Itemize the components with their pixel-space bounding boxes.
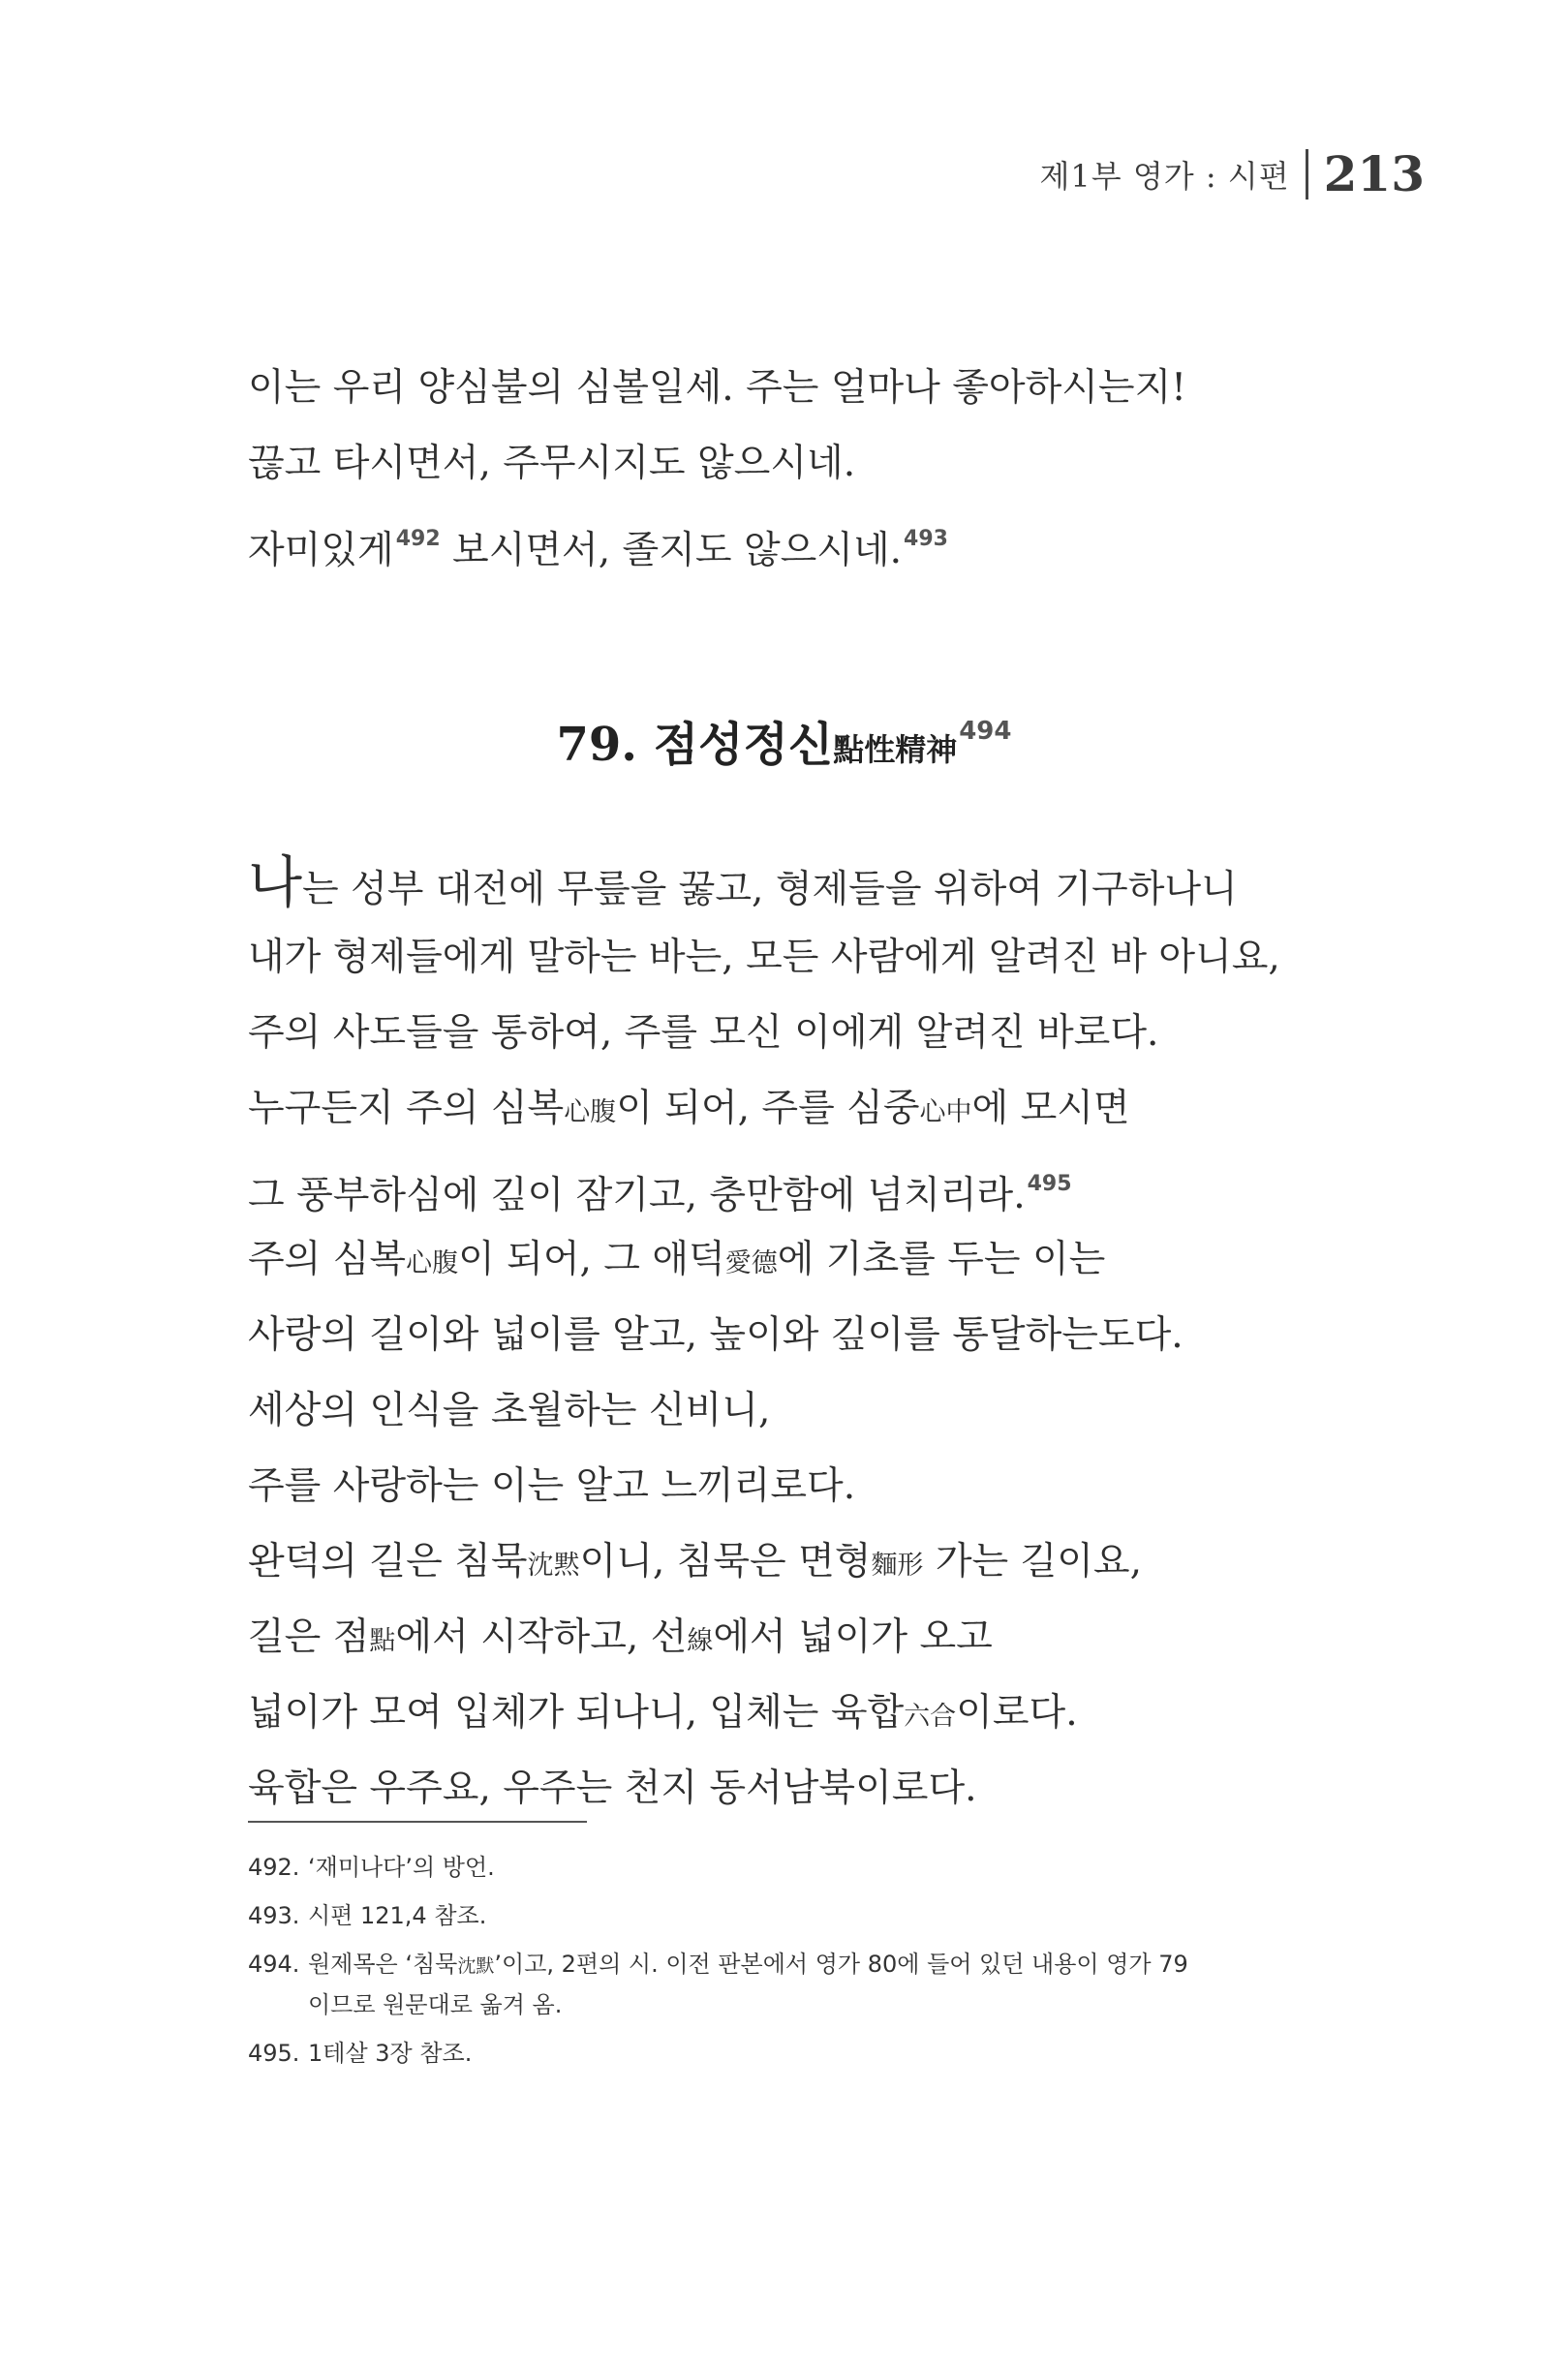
verse-line: 이는 우리 양심불의 심볼일세. 주는 얼마나 좋아하시는지! <box>248 366 1186 410</box>
verse-line <box>248 1222 1280 1298</box>
verse-line: 끊고 타시면서, 주무시지도 않으시네. <box>248 442 856 485</box>
verse-text: 자미있게 <box>248 529 394 572</box>
verse-text: 는 성부 대전에 무릎을 꿇고, 형제들을 위하여 기구하나니 <box>302 868 1238 911</box>
footnote-text: ‘재미나다’의 방언. <box>308 1854 495 1881</box>
hanja-gloss: 心腹 <box>564 1097 617 1127</box>
verse-text: 에서 넓이가 오고 <box>713 1615 993 1659</box>
verse-line: 주를 사랑하는 이는 알고 느끼리로다. <box>248 1464 856 1508</box>
verse-line <box>248 1071 1280 1147</box>
footnote-number: 493. <box>248 1902 300 1929</box>
hanja-gloss: 心中 <box>919 1097 972 1127</box>
footnote-number: 494. <box>248 1951 300 1978</box>
footnote-item <box>248 1896 1362 1935</box>
footnote-item <box>248 2034 1362 2073</box>
verse-line: 내가 형제들에게 말하는 바는, 모든 사람에게 알려진 바 아니요, <box>248 936 1280 979</box>
verse-line <box>248 1147 1280 1222</box>
section-title-hanja: 點性精神 <box>833 731 958 768</box>
verse-line: 세상의 인식을 초월하는 신비니, <box>248 1389 771 1432</box>
footnote-text-part: 원제목은 ‘침묵 <box>308 1951 458 1978</box>
footnote-ref[interactable]: 492 <box>395 527 441 551</box>
section-heading <box>0 707 1568 774</box>
hanja-gloss: 點 <box>369 1626 396 1656</box>
footnotes <box>248 1848 1362 2082</box>
verse-line <box>248 502 1186 577</box>
footnote-item <box>248 1848 1362 1887</box>
intro-verse <box>248 351 1186 577</box>
hanja-gloss: 六合 <box>904 1702 957 1732</box>
verse-text: 이 되어, 그 애덕 <box>458 1238 725 1281</box>
verse-line <box>248 1600 1280 1676</box>
verse-line <box>248 845 1280 920</box>
footnote-ref[interactable]: 493 <box>904 527 948 551</box>
verse-text: 에 기초를 두는 이는 <box>777 1238 1106 1281</box>
verse-line <box>248 1524 1280 1600</box>
footnote-text-part: 이므로 원문대로 옮겨 옴. <box>308 1991 563 2018</box>
verse-line: 주의 사도들을 통하여, 주를 모신 이에게 알려진 바로다. <box>248 1011 1159 1055</box>
footnote-ref[interactable]: 494 <box>959 717 1012 746</box>
page-number: 213 <box>1323 145 1425 202</box>
footnote-text: 1테살 3장 참조. <box>308 2040 473 2067</box>
verse-text: 완덕의 길은 침묵 <box>248 1540 528 1584</box>
verse-text: 에서 시작하고, 선 <box>395 1615 688 1659</box>
hanja-gloss: 線 <box>687 1626 714 1656</box>
running-header <box>1039 145 1425 202</box>
hanja-gloss: 沈默 <box>457 1955 495 1977</box>
footnote-divider <box>248 1821 587 1823</box>
verse-text: 주의 심복 <box>248 1238 407 1281</box>
footnote-item <box>248 1945 1362 2024</box>
verse-text: 길은 점 <box>248 1615 370 1659</box>
verse-text: 그 풍부하심에 깊이 잠기고, 충만함에 넘치리라. <box>248 1174 1026 1217</box>
hanja-gloss: 心腹 <box>406 1248 459 1278</box>
verse-text: 가는 길이요, <box>923 1540 1142 1584</box>
poem-body <box>248 845 1280 1827</box>
verse-text: 누구든지 주의 심복 <box>248 1087 565 1130</box>
footnote-text-part: ’이고, 2편의 시. 이전 판본에서 영가 80에 들어 있던 내용이 영가 79 <box>494 1951 1188 1978</box>
verse-text: 이니, 침묵은 면형 <box>579 1540 872 1584</box>
hanja-gloss: 沈黙 <box>527 1551 580 1581</box>
hanja-gloss: 愛德 <box>724 1248 778 1278</box>
section-title-text: 79. 점성정신 <box>556 718 834 772</box>
verse-text: 넓이가 모여 입체가 되나니, 입체는 육합 <box>248 1691 905 1735</box>
hanja-gloss: 麵形 <box>871 1551 924 1581</box>
footnote-text <box>308 1945 1362 2024</box>
footnote-number: 495. <box>248 2040 300 2067</box>
footnote-ref[interactable]: 495 <box>1027 1172 1072 1196</box>
running-header-title: 제1부 영가 : 시편 <box>1039 157 1290 195</box>
verse-text: 보시면서, 졸지도 않으시네. <box>440 529 903 572</box>
verse-text: 에 모시면 <box>971 1087 1130 1130</box>
verse-line: 사랑의 길이와 넓이를 알고, 높이와 깊이를 통달하는도다. <box>248 1313 1184 1357</box>
drop-cap: 나 <box>248 849 303 915</box>
verse-line <box>248 1676 1280 1751</box>
verse-text: 이로다. <box>956 1691 1078 1735</box>
verse-line: 육합은 우주요, 우주는 천지 동서남북이로다. <box>248 1767 977 1810</box>
header-divider <box>1306 149 1308 200</box>
footnote-number: 492. <box>248 1854 300 1881</box>
footnote-text: 시편 121,4 참조. <box>308 1902 487 1929</box>
verse-text: 이 되어, 주를 심중 <box>616 1087 920 1130</box>
